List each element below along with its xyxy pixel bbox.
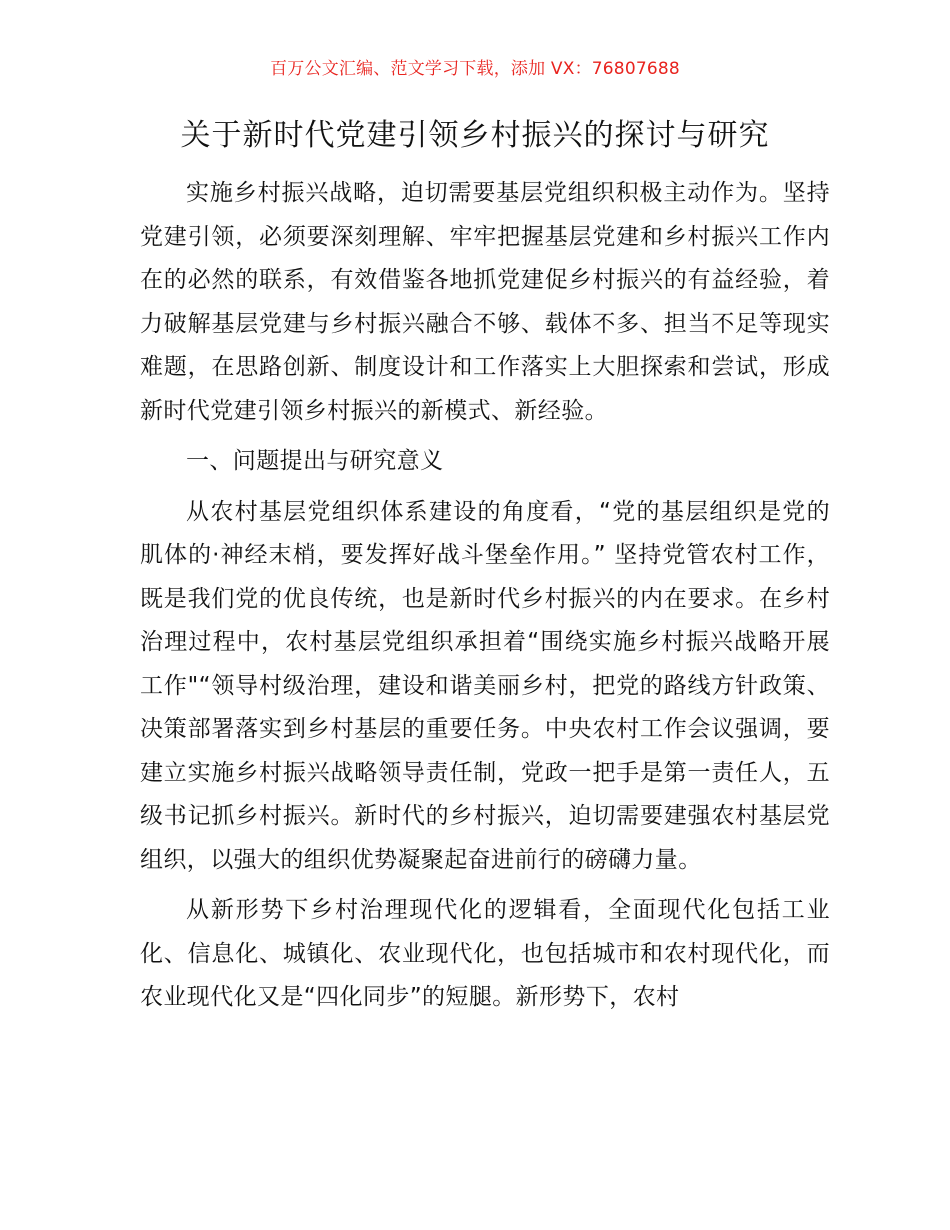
document-body <box>140 172 830 1020</box>
header-banner: 百万公文汇编、范文学习下载，添加 VX：76807688 <box>270 59 680 79</box>
section-heading: 一、问题提出与研究意义 <box>186 448 444 474</box>
intro-paragraph: 实施乡村振兴战略，迫切需要基层党组织积极主动作为。坚持党建引领，必须要深刻理解、牢牢把握基层党建和乡村振兴工作内在的必然的联系，有效借鉴各地抓党建促乡村振兴的有益经验，着力破解基层党建与乡村振兴融合不够、载体不多、担当不足等现实难题，在思路创新、制度设计和工作落实上大胆探索和尝试，形成新时代党建引领乡村振兴的新模式、新经验。 <box>140 180 830 424</box>
body-paragraph: 从农村基层党组织体系建设的角度看，“党的基层组织是党的肌体的·神经末梢，要发挥好战斗堡垒作用。” 坚持党管农村工作，既是我们党的优良传统，也是新时代乡村振兴的内在要求。在乡村治理过程中，农村基层党组织承担着“围绕实施乡村振兴战略开展工作"“领导村级治理，建设和谐美丽乡村，把党的路线方针政策、决策部署落实到乡村基层的重要任务。中央农村工作会议强调，要建立实施乡村振兴战略领导责任制，党政一把手是第一责任人，五级书记抓乡村振兴。新时代的乡村振兴，迫切需要建强农村基层党组织，以强大的组织优势凝聚起奋进前行的磅礴力量。 <box>140 498 830 873</box>
body-paragraph: 从新形势下乡村治理现代化的逻辑看，全面现代化包括工业化、信息化、城镇化、农业现代化，也包括城市和农村现代化，而农业现代化又是“四化同步”的短腿。新形势下，农村 <box>140 897 830 1010</box>
page-title: 关于新时代党建引领乡村振兴的探讨与研究 <box>180 118 770 153</box>
